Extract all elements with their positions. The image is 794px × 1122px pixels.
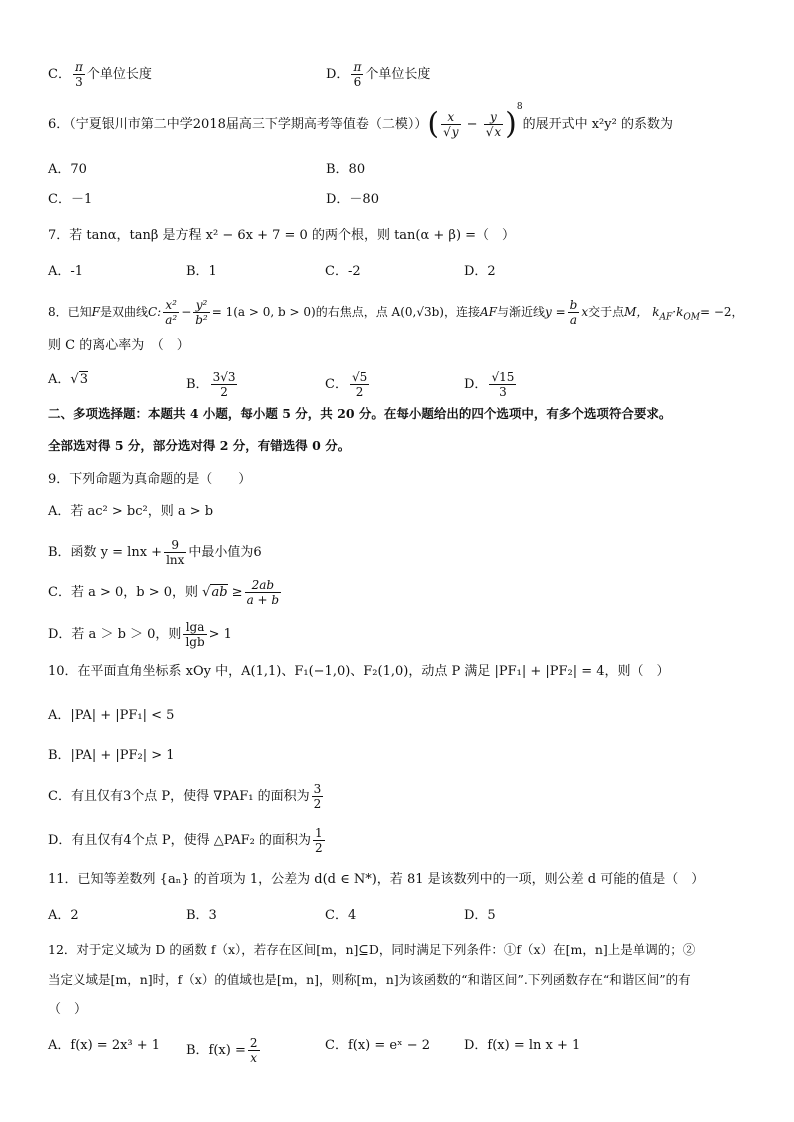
q5-option-d [326,60,430,89]
q6-option-c: C．－1 [48,192,93,207]
fraction [211,370,238,399]
q7-option-a: A．-1 [48,264,84,279]
text: = −2， [699,305,744,319]
var-y: y = [545,305,566,319]
radicand: ab [211,585,228,600]
var-c: C: [147,305,162,319]
text: 是双曲线 [99,305,148,319]
var-af: AF [479,305,497,319]
option-label: C． [325,377,348,392]
numerator: 1 [315,826,323,840]
denominator: b² [195,313,208,327]
fraction [351,60,363,89]
denominator: 2 [313,797,322,811]
text: = 1(a > 0, b > 0) [211,305,316,319]
numerator: x [441,110,460,125]
denominator: a [569,313,578,327]
numerator: 2 [249,1036,258,1050]
denominator: x [250,1051,258,1065]
fraction [489,370,516,399]
q12-option-d: D．f(x) = ln x + 1 [464,1038,581,1053]
numerator: x² [163,298,179,313]
numerator: b [569,298,578,312]
q10-option-b: B．|PA| + |PF₂| > 1 [48,748,175,763]
denominator: 6 [353,75,362,89]
section-heading-line2: 全部选对得 5 分，部分选对得 2 分，有错选得 0 分。 [48,438,351,453]
q6-option-b: B．80 [326,162,366,177]
q9-stem: 9．下列命题为真命题的是（ ） [48,472,252,487]
q10-option-a: A．|PA| + |PF₁| < 5 [48,708,175,723]
q6-stem: 6．（宁夏银川市第二中学2018届高三下学期高考等值卷（二模））( $\frac{x}{√y}$ − $\frac{y}{√x}$ )$^8$的展开式中 x²y² 的系数为 [48,101,673,142]
fraction [350,370,369,399]
fraction [183,620,206,649]
denominator: a² [165,313,178,327]
q11-option-b: B．3 [186,908,217,923]
q11-option-a: A．2 [48,908,79,923]
numerator: √5 [351,370,368,384]
numerator: 2ab [245,578,282,593]
q6-source: 6．（宁夏银川市第二中学2018届高三下学期高考等值卷（二模）） [48,117,428,132]
numerator: 3 [313,782,322,796]
var-k: k [652,305,660,319]
fraction-b-a [568,298,580,327]
paren-open: ( [427,106,440,142]
denominator: a + b [246,593,280,607]
option-label: C． [48,67,71,82]
q8-stem-line2: 则 C 的离心率为 （ ） [48,338,190,353]
text: 与渐近线 [496,305,545,319]
var-k: ·k [672,305,684,319]
q12-option-a: A．f(x) = 2x³ + 1 [48,1038,161,1053]
numerator: 3√3 [212,370,236,384]
q12-stem-line1: 12．对于定义域为 D 的函数 f（x），若存在区间[m，n]⊆D，同时满足下列条件：①f（x）在[m，n]上是单调的；② [48,942,696,957]
q8-option-b [186,370,239,399]
option-label: D． [464,377,488,392]
denominator: √x [485,125,502,139]
q12-stem-line3: （ ） [48,1002,88,1017]
denominator: lgb [185,635,205,649]
denominator: 2 [220,385,228,399]
q12-option-c: C．f(x) = eˣ − 2 [325,1038,431,1053]
fraction-y-over-sqrt-x [484,110,503,139]
denominator: 3 [499,385,507,399]
fraction [248,1036,260,1065]
section-heading-line1: 二、多项选择题：本题共 4 小题，每小题 5 分，共 20 分。在每小题给出的四个选项中，有多个选项符合要求。 [48,406,672,421]
option-label: A． [48,372,71,387]
fraction [312,782,324,811]
q8-stem: 8．已知F是双曲线C: $\frac{\text{x²}}{\text{a²}}$ − $\frac{\text{y²}}{\text{b²}}$ = 1(a > 0, b > 0)的右焦点，点 A(0,√3b)，连接AF与渐近线y = $\frac{b}{a}$ x交于点M， $k_{AF}\cdot k_{OM}= -2$， [48,298,744,327]
fraction [164,538,186,567]
q9-option-d [48,620,232,649]
text: C．有且仅有3个点 P，使得 ∇PAF₁ 的面积为 [48,789,310,804]
text: D．有且仅有4个点 P，使得 △PAF₂ 的面积为 [48,833,312,848]
option-text: 个单位长度 [86,67,152,82]
numerator: π [353,60,362,74]
q8-option-a: A．√3 [48,372,88,387]
text: 交于点 [588,305,625,319]
q11-option-d: D．5 [464,908,496,923]
q9-option-a: A．若 ac² > bc²，则 a > b [48,504,214,519]
text: B．f(x) = [186,1043,246,1058]
numerator: y [484,110,503,125]
fraction [313,826,325,855]
fraction [245,578,282,607]
text: B．函数 y = lnx + [48,545,163,560]
numerator: √15 [491,370,515,384]
q10-stem: 10．在平面直角坐标系 xOy 中，A(1,1)、F₁(−1,0)、F₂(1,0)，动点 P 满足 |PF₁| + |PF₂| = 4，则（ ） [48,664,670,679]
q6-suffix: 的展开式中 x²y² 的系数为 [522,117,673,132]
text: 8．已知 [48,305,92,319]
q8-option-d [464,370,518,399]
fraction-y2-b2 [193,298,210,327]
var-m: M， [624,305,649,319]
var-f: F [91,305,100,319]
numerator: π [74,60,83,74]
q9-option-b [48,538,262,567]
fraction-x2-a2 [163,298,179,327]
q7-option-c: C．-2 [325,264,361,279]
denominator: 2 [315,841,323,855]
q12-option-b [186,1036,262,1065]
denominator: lnx [166,553,185,567]
denominator: 3 [75,75,83,89]
var-x: x [581,305,589,319]
text: D．若 a ＞ b ＞ 0，则 [48,627,182,642]
exponent: 8 [516,101,523,112]
q5-option-c [48,60,152,89]
denominator: 2 [355,385,364,399]
q7-option-d: D．2 [464,264,496,279]
text: 中最小值为6 [188,545,262,560]
option-text: 个单位长度 [365,67,431,82]
denominator: √y [443,125,459,139]
text: > 1 [208,627,232,642]
numerator: lga [183,620,206,635]
q11-option-c: C．4 [325,908,357,923]
text: 的右焦点，点 A(0,√3b)，连接 [315,305,480,319]
q6-option-d: D．－80 [326,192,379,207]
sub-om: OM [683,312,700,323]
q10-option-c [48,782,325,811]
q6-option-a: A．70 [48,162,87,177]
text: C．若 a > 0，b > 0，则 [48,585,199,600]
numerator: y² [193,298,210,313]
q12-stem-line2: 当定义域是[m，n]时，f（x）的值域也是[m，n]，则称[m，n]为该函数的“和谐区间”.下列函数存在“和谐区间”的有 [48,972,691,987]
option-label: B． [186,377,209,392]
q9-option-c: C．若 a > 0，b > 0，则 √ab ≥ $\frac{2ab}{a + b}$ [48,578,280,607]
q10-option-d [48,826,327,855]
fraction [73,60,85,89]
radicand: 3 [79,372,88,387]
q8-option-c [325,370,371,399]
numerator: 9 [164,538,186,553]
q11-stem: 11．已知等差数列 {aₙ} 的首项为 1，公差为 d(d ∈ N*)，若 81 是该数列中的一项，则公差 d 可能的值是（ ） [48,872,705,887]
sub-af: AF [659,312,673,323]
text: ≥ [231,585,243,600]
q7-stem: 7．若 tanα，tanβ 是方程 x² − 6x + 7 = 0 的两个根，则 tan(α + β) =（ ） [48,228,516,243]
option-label: D． [326,67,350,82]
fraction-x-over-sqrt-y [441,110,460,139]
q7-option-b: B．1 [186,264,217,279]
paren-close: ) [505,106,517,142]
